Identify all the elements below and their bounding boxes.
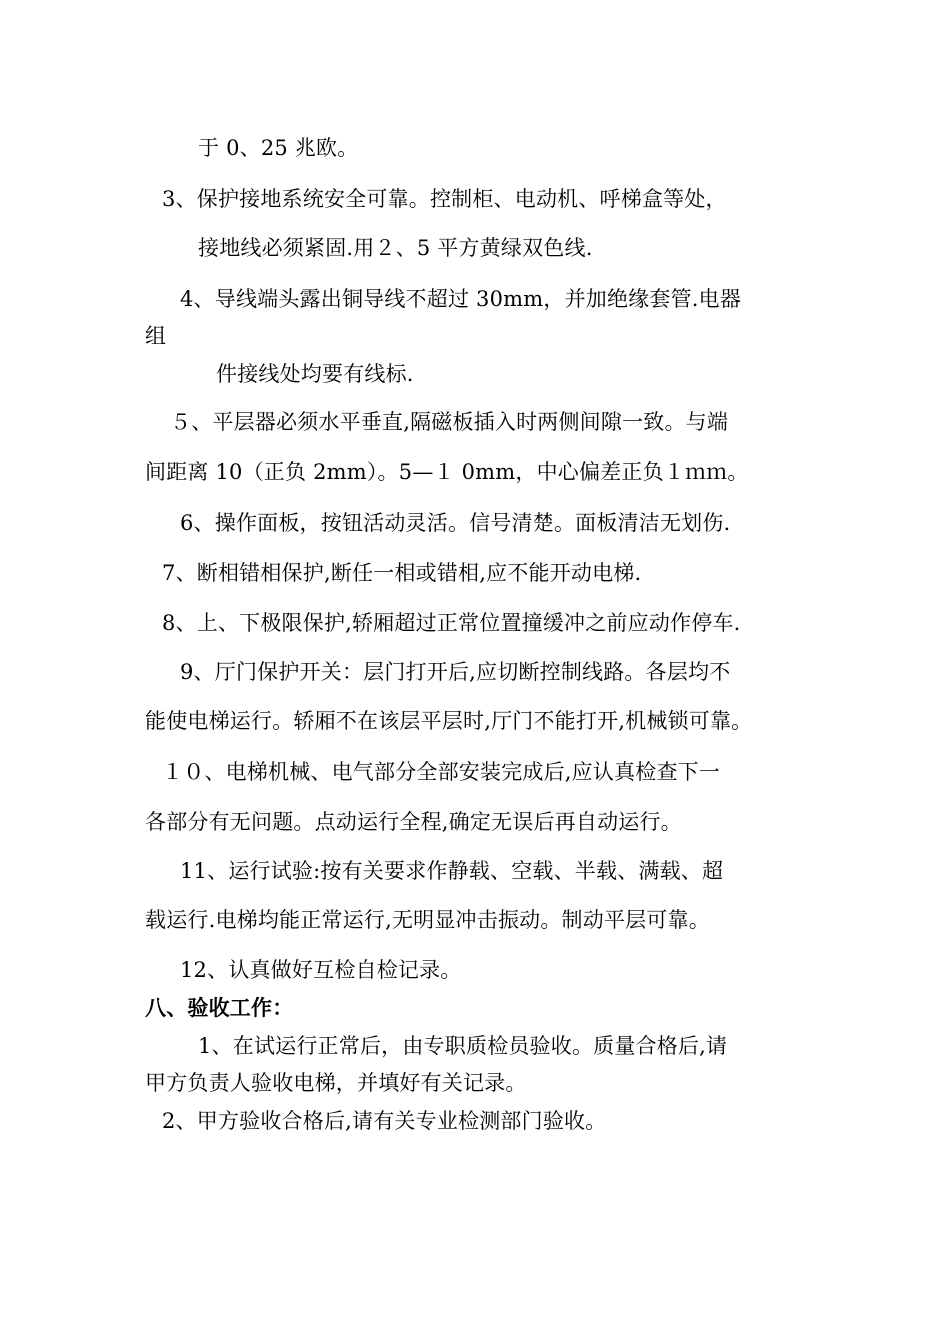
text-line-17: 载运行.电梯均能正常运行,无明显冲击振动。制动平层可靠。 (145, 908, 710, 932)
text-line-13: 能使电梯运行。轿厢不在该层平层时,厅门不能打开,机械锁可靠。 (145, 709, 753, 733)
text-line-11: 8、上、下极限保护,轿厢超过正常位置撞缓冲之前应动作停车. (162, 611, 741, 635)
text-line-20: 1、在试运行正常后，由专职质检员验收。质量合格后,请 (198, 1034, 728, 1058)
text-line-2: 3、保护接地系统安全可靠。控制柜、电动机、呼梯盒等处， (162, 187, 727, 211)
text-line-6: 件接线处均要有线标. (216, 362, 414, 386)
text-line-12: 9、厅门保护开关：层门打开后,应切断控制线路。各层均不 (180, 660, 731, 684)
text-line-16: 11、运行试验:按有关要求作静载、空载、半载、满载、超 (180, 859, 724, 883)
text-line-5: 组 (145, 324, 167, 348)
text-line-10: 7、断相错相保护,断任一相或错相,应不能开动电梯. (162, 561, 642, 585)
text-line-9: 6、操作面板，按钮活动灵活。信号清楚。面板清洁无划伤. (180, 511, 731, 535)
text-line-4: 4、导线端头露出铜导线不超过 30mm，并加绝缘套管.电器 (180, 287, 742, 311)
text-line-21: 甲方负责人验收电梯，并填好有关记录。 (145, 1071, 527, 1095)
text-line-7: ５、平层器必须水平垂直,隔磁板插入时两侧间隙一致。与端 (170, 410, 729, 434)
text-line-8: 间距离 10（正负 2mm）。5—１ 0mm，中心偏差正负１ｍｍ。 (145, 460, 749, 484)
text-line-1: 于 0、25 兆欧。 (198, 136, 359, 160)
text-line-15: 各部分有无问题。点动运行全程,确定无误后再自动运行。 (145, 810, 682, 834)
text-line-22: 2、甲方验收合格后,请有关专业检测部门验收。 (162, 1109, 607, 1133)
text-line-14: １０、电梯机械、电气部分全部安装完成后,应认真检查下一 (162, 760, 721, 784)
text-line-3: 接地线必须紧固.用２、5 平方黄绿双色线. (198, 236, 593, 260)
text-line-18: 12、认真做好互检自检记录。 (180, 958, 462, 982)
section-heading: 八、验收工作： (145, 995, 294, 1020)
